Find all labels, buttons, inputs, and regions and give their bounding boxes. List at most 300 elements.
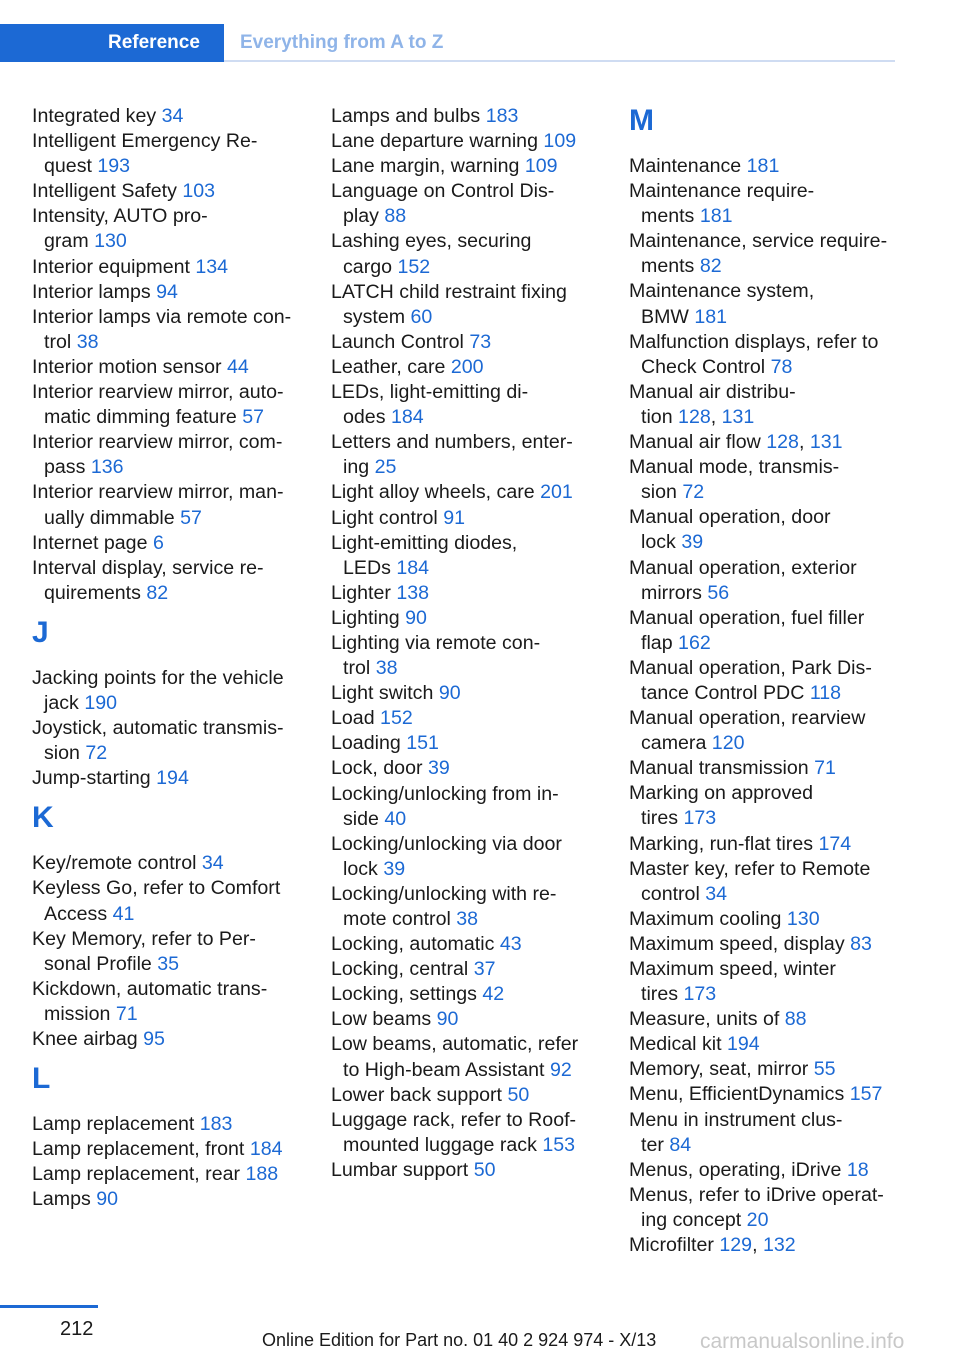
page-reference-link[interactable]: 38 [76,330,99,353]
page-reference-link[interactable]: 184 [249,1138,283,1161]
index-term: flap [641,631,673,654]
index-term: Manual operation, rearview [629,707,866,730]
page-reference-link[interactable]: 174 [818,832,852,855]
index-entry [32,1137,302,1162]
page-reference-link[interactable]: 20 [746,1208,769,1231]
index-term: system [343,305,406,328]
index-entry [629,1183,897,1233]
page-header [0,24,895,62]
index-entry [331,1158,601,1183]
index-term: Manual mode, transmis- [629,456,840,479]
index-term: tion [641,405,673,428]
index-term: Interior equipment [32,255,190,278]
index-term: Loading [331,732,401,755]
page-reference-link[interactable]: 6 [152,531,164,554]
index-term: control [641,882,700,905]
index-term: mounted luggage rack [343,1133,537,1156]
index-entry [32,104,302,129]
page-reference-link[interactable]: 55 [813,1058,836,1081]
index-entry [331,179,601,229]
index-term: Master key, refer to Remote [629,857,871,880]
index-entry [629,229,897,279]
index-term: sion [44,742,80,765]
page-reference-link[interactable]: 131 [809,431,843,454]
index-term: Low beams, automatic, refer [331,1033,579,1056]
page-reference-link[interactable]: 194 [156,767,189,790]
index-term: Lane departure warning [331,130,538,153]
index-term: Key Memory, refer to Per- [32,927,256,950]
index-term: play [343,205,379,228]
index-term: Lumbar support [331,1158,469,1181]
index-entry [629,1082,897,1107]
index-term: Letters and numbers, enter- [331,431,573,454]
page-reference-link[interactable]: 72 [682,481,705,504]
index-term: sonal Profile [44,952,152,975]
index-entry [331,330,601,355]
page-reference-link[interactable]: 190 [84,691,118,714]
page-reference-link[interactable]: 193 [97,155,131,178]
index-term: ing [343,456,370,479]
page-reference-link[interactable]: 181 [699,205,733,228]
index-term: Low beams [331,1008,432,1031]
index-entry [629,781,897,831]
index-entry [331,1032,601,1082]
index-term: Access [44,902,108,925]
index-entry [331,681,601,706]
footer-accent-bar [0,1305,98,1308]
page-reference-link[interactable]: 118 [809,681,842,704]
index-term: Locking, automatic [331,933,495,956]
index-term: LEDs, light-emitting di- [331,381,529,404]
page-reference-link[interactable]: 88 [784,1008,807,1031]
page-reference-link[interactable]: 37 [473,958,496,981]
index-entry [629,556,897,606]
index-term: Luggage rack, refer to Roof- [331,1108,577,1131]
index-entry [32,851,302,876]
index-entry [32,255,302,280]
index-term: pass [44,456,86,479]
index-entry [331,932,601,957]
index-entry [331,531,601,581]
page-reference-link[interactable]: 120 [711,732,745,755]
index-term: camera [641,732,707,755]
index-entry [629,832,897,857]
index-entry [32,430,302,480]
index-entry [629,1158,897,1183]
page-reference-link[interactable]: 44 [226,355,249,378]
index-entry [331,380,601,430]
index-term: quirements [44,581,141,604]
index-term: Lamp replacement, rear [32,1163,241,1186]
index-term: odes [343,406,386,429]
index-term: Interval display, service re- [32,556,264,579]
index-term: Intelligent Safety [32,180,177,203]
section-tab-a-to-z[interactable]: Everything from A to Z [240,32,444,53]
index-term: Maintenance, service require- [629,230,888,253]
index-entry [629,1057,897,1082]
index-entry [32,204,302,254]
page-reference-link[interactable]: 132 [762,1234,796,1257]
index-entry [331,982,601,1007]
page-reference-link[interactable]: 201 [540,481,573,504]
page-reference-link[interactable]: 57 [242,406,264,429]
index-entry [629,656,897,706]
index-term: Locking/unlocking with re- [331,882,557,905]
index-term: Jacking points for the vehicle [32,666,284,689]
index-entry [331,480,601,505]
index-term: ing concept [641,1208,742,1231]
page-reference-link[interactable]: 128 [678,405,711,428]
page-reference-link[interactable]: 94 [156,280,178,303]
index-term: Lock, door [331,757,423,780]
index-entry [32,1162,302,1187]
index-term: Microfilter [629,1234,714,1257]
page-reference-link[interactable]: 194 [727,1033,760,1056]
index-entry [331,104,601,129]
index-term: ually dimmable [44,506,175,529]
index-term: Menus, refer to iDrive operat- [629,1183,884,1206]
index-entry [32,380,302,430]
page-reference-link[interactable]: 181 [746,155,780,177]
index-entry [331,581,601,606]
index-term: Manual transmission [629,757,809,780]
index-entry [331,756,601,781]
page-reference-link[interactable]: 60 [410,305,433,328]
index-term: Manual operation, fuel filler [629,606,865,629]
index-term: Manual air flow [629,431,761,454]
index-entry [331,1083,601,1108]
index-entry [629,756,897,781]
page-reference-link[interactable]: 103 [182,180,216,203]
index-entry [331,731,601,756]
index-entry [629,857,897,907]
index-entry [32,280,302,305]
index-entry [32,1027,302,1052]
page-reference-link[interactable]: 35 [157,952,180,975]
index-entry [32,355,302,380]
index-term: trol [44,330,72,353]
page-reference-link[interactable]: 90 [436,1008,459,1031]
page-number: 212 [60,1318,94,1340]
index-term: Maximum speed, winter [629,958,836,980]
page-reference-link[interactable]: 109 [543,130,577,153]
index-term: mission [44,1002,111,1025]
page-reference-link[interactable]: 73 [469,330,492,353]
index-entry [629,706,897,756]
page-reference-link[interactable]: 71 [115,1002,138,1025]
page-reference-link[interactable]: 38 [375,657,398,680]
index-entry [629,957,897,1007]
index-term: trol [343,657,371,680]
index-term: Manual operation, Park Dis- [629,656,872,679]
index-term: Intelligent Emergency Re- [32,130,258,153]
index-entry [331,606,601,631]
index-term: to High-beam Assistant [343,1058,545,1081]
index-entry [32,927,302,977]
page-reference-link[interactable]: 72 [85,742,108,765]
index-entry [331,832,601,882]
page-reference-link[interactable]: 129 [719,1234,753,1257]
index-term: Menu in instrument clus- [629,1108,843,1131]
index-entry [629,505,897,555]
index-term: Interior lamps [32,280,151,303]
index-term: Keyless Go, refer to Comfort [32,877,281,900]
index-entry [331,355,601,380]
index-column-1 [32,104,302,1212]
index-term: mote control [343,908,451,930]
index-term: Light switch [331,682,434,705]
page-reference-link[interactable]: 39 [427,757,450,780]
page-reference-link[interactable]: 183 [485,105,519,127]
index-term: tires [641,807,679,830]
index-entry [32,666,302,716]
section-tab-reference[interactable]: Reference [0,24,224,62]
index-entry [629,606,897,656]
page-reference-link[interactable]: 162 [678,631,711,654]
page-reference-link[interactable]: 128 [766,431,799,454]
watermark-text: carmanualsonline.info [700,1330,905,1353]
index-term: Launch Control [331,330,464,353]
index-term: jack [44,691,79,714]
index-term: Memory, seat, mirror [629,1058,809,1081]
index-term: Lamps [32,1188,91,1211]
index-entry [629,179,897,229]
index-term: Marking, run-flat tires [629,832,814,855]
index-term: tance Control PDC [641,681,805,704]
page-reference-link[interactable]: 173 [683,807,717,830]
page-reference-link[interactable]: 92 [549,1058,572,1081]
page-reference-link[interactable]: 151 [406,732,439,755]
page-reference-link[interactable]: 42 [482,983,505,1006]
page-reference-link[interactable]: 39 [681,531,704,554]
index-term: Interior rearview mirror, com- [32,431,283,454]
index-term: Maintenance system, [629,280,815,303]
index-entry [32,531,302,556]
index-letter-heading: L [32,1062,51,1096]
index-term: cargo [343,255,393,278]
page-reference-link[interactable]: 43 [499,933,522,956]
index-term: Menus, operating, iDrive [629,1158,842,1181]
index-term: Joystick, automatic transmis- [32,717,284,740]
page-reference-link[interactable]: 40 [384,807,407,830]
index-term: Maintenance [629,155,742,177]
page-reference-link[interactable]: 181 [694,305,728,328]
page-reference-link[interactable]: 78 [770,355,793,378]
index-entry [331,129,601,154]
index-term: Medical kit [629,1033,722,1056]
page-reference-link[interactable]: 18 [846,1158,869,1181]
page-reference-link[interactable]: 88 [384,205,407,228]
index-term: Maintenance require- [629,180,815,203]
page-reference-link[interactable]: 183 [199,1113,233,1136]
index-entry [331,706,601,731]
index-term: Lashing eyes, securing [331,230,532,253]
index-term: Light-emitting diodes, [331,531,518,554]
page-reference-link[interactable]: 138 [396,581,430,604]
page-reference-link[interactable]: 38 [456,908,479,930]
page-reference-link[interactable]: 84 [669,1133,692,1156]
index-term: lock [641,531,676,554]
page-reference-link[interactable]: 82 [699,255,722,278]
index-term: LEDs [343,556,391,579]
page-reference-link[interactable]: 56 [707,581,730,604]
index-entry [331,229,601,279]
index-term: Language on Control Dis- [331,180,555,203]
index-term: Malfunction displays, refer to [629,330,879,353]
index-term: tires [641,983,679,1006]
index-term: Interior rearview mirror, man- [32,481,284,504]
index-term: ments [641,205,695,228]
index-entry [629,932,897,957]
index-term: Lamps and bulbs [331,105,481,127]
index-term: Interior rearview mirror, auto- [32,381,284,404]
page-reference-link[interactable]: 82 [146,581,169,604]
index-entry [629,330,897,380]
index-column-3 [629,104,897,1258]
page-reference-link[interactable]: 83 [850,932,872,955]
index-term: Load [331,707,375,730]
page-reference-link[interactable]: 71 [814,757,836,780]
index-term: Light alloy wheels, care [331,481,535,504]
index-term: Locking/unlocking via door [331,832,562,855]
page-reference-link[interactable]: 90 [405,606,427,629]
page-reference-link[interactable]: 130 [786,907,820,930]
edition-note: Online Edition for Part no. 01 40 2 924 974 - X/13 [262,1330,657,1350]
page-reference-link[interactable]: 90 [438,682,461,705]
index-term: quest [44,155,92,178]
index-entry [629,1032,897,1057]
index-term: Lamp replacement, front [32,1138,245,1161]
page-reference-link[interactable]: 131 [721,405,755,428]
page-reference-link[interactable]: 200 [450,355,484,378]
index-column-2 [331,104,601,1183]
index-term: Kickdown, automatic trans- [32,977,268,1000]
index-entry: Microfilter 129, 132 [629,1234,796,1257]
index-term: Key/remote control [32,852,197,875]
page-reference-link[interactable]: 25 [374,456,397,479]
page-reference-link[interactable]: 90 [96,1188,119,1211]
index-entry [331,782,601,832]
index-entry [32,876,302,926]
index-term: Marking on approved [629,782,814,805]
index-entry [32,1187,302,1212]
index-term: Lower back support [331,1083,502,1106]
index-term: lock [343,857,378,880]
page-reference-link[interactable]: 109 [524,155,558,178]
index-entry [32,305,302,355]
index-entry [331,280,601,330]
index-term: sion [641,481,677,504]
page-reference-link[interactable]: 152 [380,707,413,730]
index-term: Light control [331,506,438,529]
index-entry [629,1007,897,1032]
page-reference-link[interactable]: 157 [849,1083,883,1106]
page-reference-link[interactable]: 50 [473,1158,496,1181]
page-reference-link[interactable]: 34 [201,852,224,875]
index-letter-heading: M [629,104,654,137]
index-entry [32,129,302,179]
index-term: LATCH child restraint fixing [331,280,567,303]
index-term: Lamp replacement [32,1113,195,1136]
page-reference-link[interactable]: 34 [161,105,184,127]
page-reference-link[interactable]: 41 [112,902,135,925]
page-reference-link[interactable]: 91 [443,506,465,529]
index-entry [629,279,897,329]
header-divider [224,60,895,62]
index-term: ments [641,255,695,278]
index-letter-heading: K [32,801,54,835]
index-term: Lighting [331,606,400,629]
index-term: Lighter [331,581,391,604]
index-term: Interior lamps via remote con- [32,305,292,328]
index-letter-heading: J [32,615,49,649]
index-entry [32,556,302,606]
index-entry [331,154,601,179]
index-term: Maximum speed, display [629,932,845,955]
index-term: Intensity, AUTO pro- [32,205,208,228]
page-reference-link[interactable]: 173 [683,983,717,1006]
index-term: Lighting via remote con- [331,631,541,654]
index-term: Menu, EfficientDynamics [629,1083,845,1106]
index-term: BMW [641,305,689,328]
index-term: Jump-starting [32,767,151,790]
index-entry [629,154,897,179]
index-term: Interior motion sensor [32,355,222,378]
page-reference-link[interactable]: 184 [390,406,424,429]
page-reference-link[interactable]: 188 [245,1163,279,1186]
index-entry [331,506,601,531]
index-term: Manual air distribu- [629,380,796,403]
index-entry [331,430,601,480]
index-term: matic dimming feature [44,406,237,429]
page-reference-link[interactable]: 34 [705,882,728,905]
page-reference-link[interactable]: 39 [383,857,406,880]
index-entry [32,766,302,791]
index-entry: Manual air distribu- tion 128, 131 [629,380,796,428]
index-term: Locking, settings [331,983,477,1006]
page-reference-link[interactable]: 136 [90,456,124,479]
index-entry [32,716,302,766]
page-reference-link[interactable]: 130 [94,230,127,253]
index-entry [629,1108,897,1158]
index-term: Measure, units of [629,1008,780,1031]
index-term: mirrors [641,581,702,604]
index-entry [331,957,601,982]
page-reference-link[interactable]: 184 [396,556,430,579]
index-term: Locking/unlocking from in- [331,782,559,805]
index-term: Internet page [32,531,148,554]
page-reference-link[interactable]: 152 [397,255,431,278]
index-term: Maximum cooling [629,907,782,930]
index-term: Lane margin, warning [331,155,520,178]
page-reference-link[interactable]: 153 [542,1133,576,1156]
page-reference-link[interactable]: 95 [143,1028,165,1050]
index-entry [32,179,302,204]
index-term: Manual operation, exterior [629,556,857,579]
index-entry [331,882,601,932]
page-reference-link[interactable]: 57 [180,506,202,529]
index-entry [331,631,601,681]
index-term: Locking, central [331,958,469,981]
index-entry [629,907,897,932]
index-entry [32,480,302,530]
index-entry [629,455,897,505]
page-reference-link[interactable]: 134 [195,255,229,278]
index-term: ter [641,1133,664,1156]
page-reference-link[interactable]: 50 [507,1083,530,1106]
index-term: Check Control [641,355,766,378]
index-term: Knee airbag [32,1028,138,1050]
